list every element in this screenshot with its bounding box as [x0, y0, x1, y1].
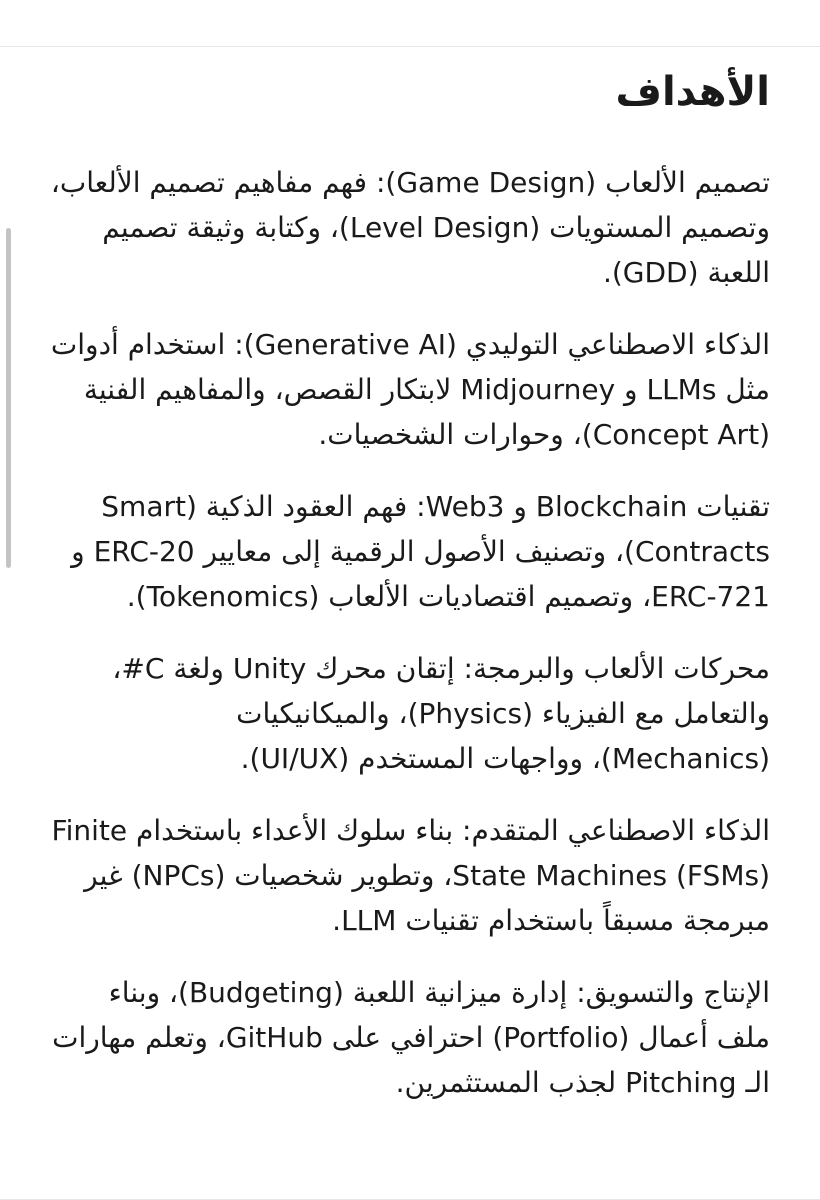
section-heading: الأهداف	[615, 69, 770, 115]
article-content	[50, 60, 770, 1132]
goals-list	[50, 160, 770, 1105]
goal-generative-ai: الذكاء الاصطناعي التوليدي (Generative AI): استخدام أدوات مثل LLMs و Midjourney لابتكار القصص، والمفاهيم الفنية (Concept Art)، وحوارات الشخصيات.	[50, 328, 770, 451]
goal-production-marketing: الإنتاج والتسويق: إدارة ميزانية اللعبة (Budgeting)، وبناء ملف أعمال (Portfolio) احترافي على GitHub، وتعلم مهارات الـ Pitching لجذب المستثمرين.	[52, 976, 770, 1099]
goal-blockchain-web3: تقنيات Blockchain و Web3: فهم العقود الذكية (Smart Contracts)، وتصنيف الأصول الرقمية إلى معايير ERC-20 و ERC-721، وتصميم اقتصاديات الألعاب (Tokenomics).	[71, 490, 770, 613]
top-divider	[0, 46, 820, 47]
goal-game-design: تصميم الألعاب (Game Design): فهم مفاهيم تصميم الألعاب، وتصميم المستويات (Level Design)، وكتابة وثيقة تصميم اللعبة (GDD).	[50, 166, 770, 289]
goal-advanced-ai: الذكاء الاصطناعي المتقدم: بناء سلوك الأعداء باستخدام Finite State Machines (FSMs)، وتطوير شخصيات (NPCs) غير مبرمجة مسبقاً باستخدام تقنيات LLM.	[51, 814, 770, 937]
scrollbar[interactable]	[6, 228, 11, 568]
goal-game-engines: محركات الألعاب والبرمجة: إتقان محرك Unity ولغة C#، والتعامل مع الفيزياء (Physics)، والميكانيكيات (Mechanics)، وواجهات المستخدم (UI/UX).	[112, 652, 770, 775]
